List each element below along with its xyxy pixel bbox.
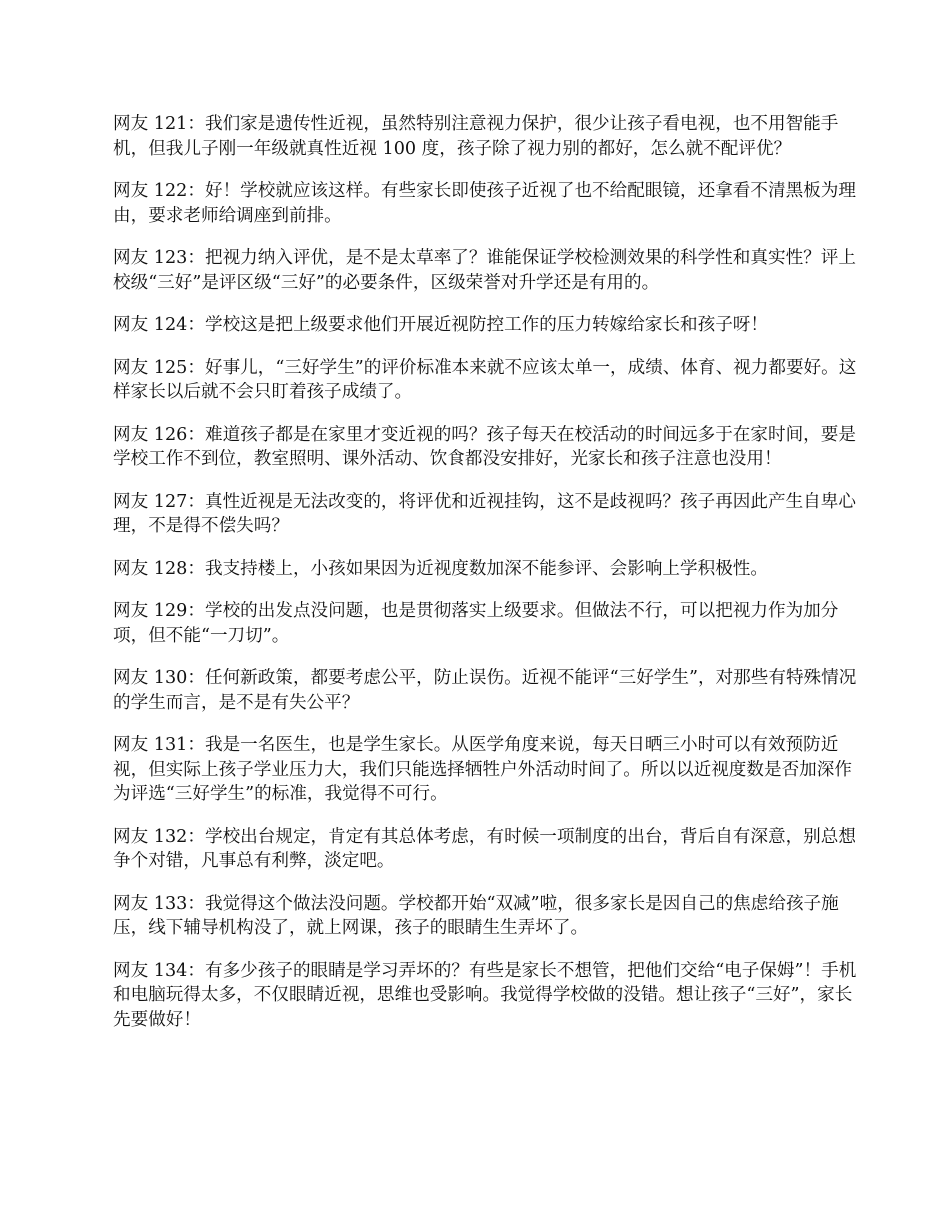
comment-127: [113, 490, 858, 539]
comment-author: 网友 126：: [113, 424, 205, 445]
comment-text: 好！学校就应该这样。有些家长即使孩子近视了也不给配眼镜，还拿看不清黑板为理由，要求老师给调座到前排。: [113, 181, 856, 226]
comment-134: [113, 959, 858, 1033]
comment-author: 网友 122：: [113, 181, 205, 201]
comment-123: [113, 246, 858, 295]
comment-text: 把视力纳入评优，是不是太草率了？谁能保证学校检测效果的科学性和真实性？评上校级“三好”是评区级“三好”的必要条件，区级荣誉对升学还是有用的。: [113, 248, 856, 293]
comment-text: 学校的出发点没问题，也是贯彻落实上级要求。但做法不行，可以把视力作为加分项，但不能“一刀切”。: [113, 601, 839, 646]
comment-text: 学校这是把上级要求他们开展近视防控工作的压力转嫁给家长和孩子呀！: [204, 315, 768, 335]
comment-author: 网友 133：: [113, 893, 205, 914]
comment-130: [113, 666, 858, 715]
comment-author: 网友 132：: [113, 826, 205, 847]
comment-author: 网友 127：: [113, 491, 205, 512]
comment-author: 网友 125：: [113, 357, 205, 378]
comment-text: 任何新政策，都要考虑公平，防止误伤。近视不能评“三好学生”，对那些有特殊情况的学生而言，是不是有失公平？: [113, 668, 857, 713]
comment-133: [113, 892, 858, 941]
comment-author: 网友 123：: [113, 248, 205, 268]
comment-121: [113, 112, 858, 161]
comment-author: 网友 131：: [113, 735, 205, 755]
comment-text: 我觉得这个做法没问题。学校都开始“双减”啦，很多家长是因自己的焦虑给孩子施压，线下辅导机构没了，就上网课，孩子的眼睛生生弄坏了。: [113, 893, 839, 938]
comment-125: [113, 356, 858, 405]
comment-author: 网友 130：: [113, 668, 205, 688]
comment-author: 网友 124：: [113, 315, 205, 335]
comment-text: 我们家是遗传性近视，虽然特别注意视力保护，很少让孩子看电视，也不用智能手机，但我儿子刚一年级就真性近视 100 度，孩子除了视力别的都好，怎么就不配评优？: [113, 114, 839, 159]
comment-131: [113, 733, 858, 807]
comment-122: [113, 179, 858, 228]
comment-text: 有多少孩子的眼睛是学习弄坏的？有些是家长不想管，把他们交给“电子保姆”！手机和电脑玩得太多，不仅眼睛近视，思维也受影响。我觉得学校做的没错。想让孩子“三好”，家长先要做好！: [113, 960, 857, 1030]
comment-text: 我支持楼上，小孩如果因为近视度数加深不能参评、会影响上学积极性。: [204, 558, 768, 579]
comment-128: [113, 557, 858, 582]
comment-list: [113, 112, 858, 1050]
comment-132: [113, 825, 858, 874]
comment-author: 网友 129：: [113, 601, 205, 621]
comment-text: 我是一名医生，也是学生家长。从医学角度来说，每天日晒三小时可以有效预防近视，但实际上孩子学业压力大，我们只能选择牺牲户外活动时间了。所以以近视度数是否加深作为评选“三好学生”的标准，我觉得不可行。: [113, 735, 852, 804]
comment-text: 好事儿，“三好学生”的评价标准本来就不应该太单一，成绩、体育、视力都要好。这样家长以后就不会只盯着孩子成绩了。: [113, 357, 857, 402]
comment-author: 网友 134：: [113, 960, 205, 981]
comment-author: 网友 121：: [113, 114, 205, 134]
comment-126: [113, 423, 858, 472]
comment-text: 难道孩子都是在家里才变近视的吗？孩子每天在校活动的时间远多于在家时间，要是学校工作不到位，教室照明、课外活动、饮食都没安排好，光家长和孩子注意也没用！: [113, 424, 856, 469]
comment-text: 真性近视是无法改变的，将评优和近视挂钩，这不是歧视吗？孩子再因此产生自卑心理，不是得不偿失吗？: [113, 491, 856, 536]
comment-124: [113, 313, 858, 338]
comment-author: 网友 128：: [113, 558, 205, 579]
comment-text: 学校出台规定，肯定有其总体考虑，有时候一项制度的出台，背后自有深意，别总想争个对错，凡事总有利弊，淡定吧。: [113, 826, 856, 871]
comment-129: [113, 599, 858, 648]
